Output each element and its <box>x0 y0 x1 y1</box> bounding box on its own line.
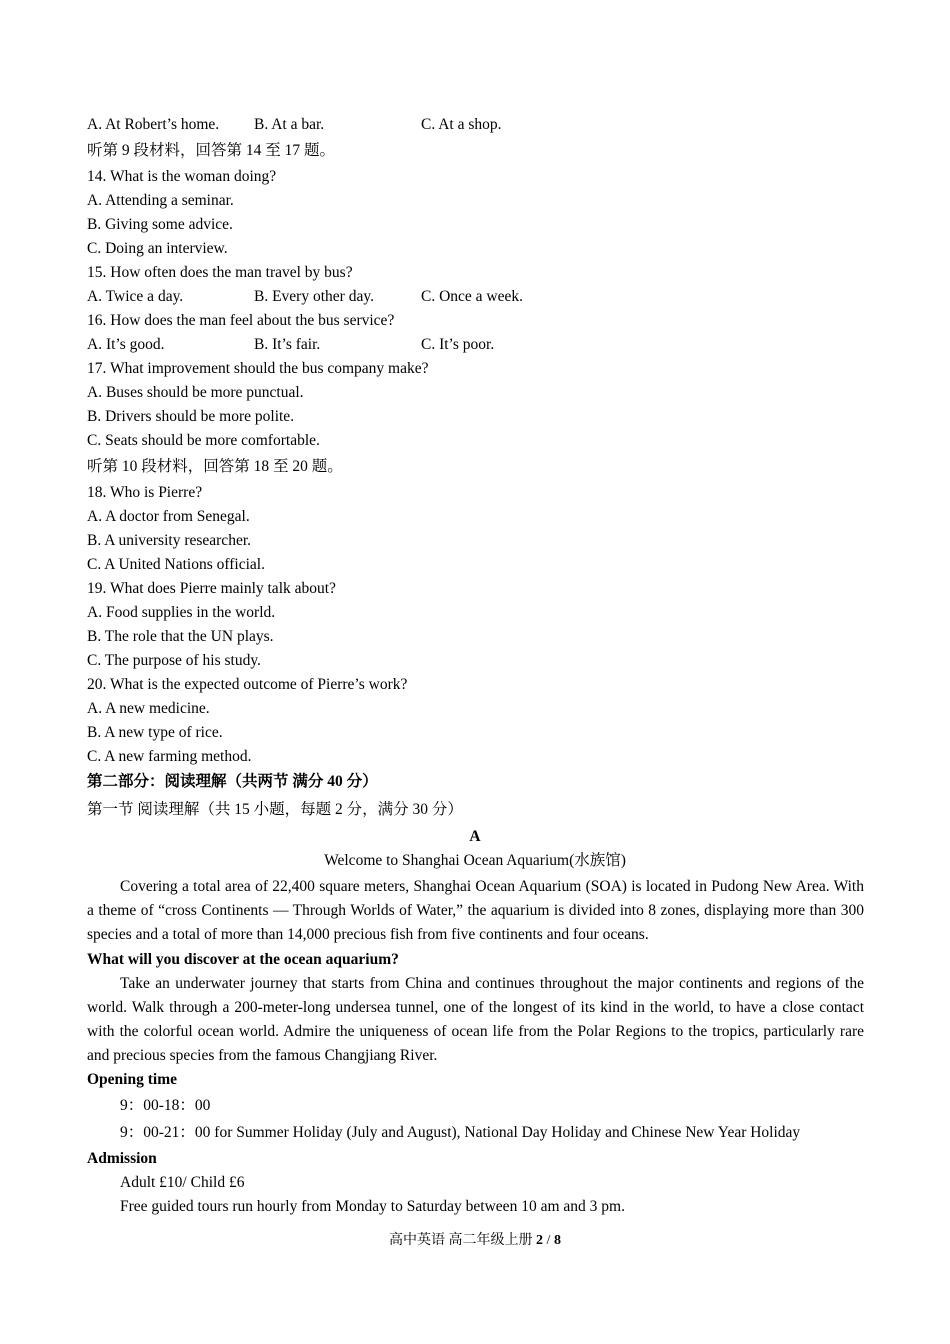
heading-discover: What will you discover at the ocean aquarium? <box>87 951 399 968</box>
footer-page-total: 8 <box>553 1233 561 1248</box>
part2-title: 第二部分：阅读理解（共两节 满分 40 分） <box>87 773 378 790</box>
q17-option-a: A. Buses should be more punctual. <box>87 384 304 401</box>
footer-label: 高中英语 高二年级上册 <box>389 1233 537 1248</box>
q19-option-c: C. The purpose of his study. <box>87 652 261 669</box>
passage-paragraph-1: Covering a total area of 22,400 square meters, Shanghai Ocean Aquarium (SOA) is located in Pudong New Area. With a theme of “cross Continents — Through Worlds of Water,” the aquarium is divided into 8 zones, displaying more than 300 species and a total of more than 14,000 precious fish from five continents and four oceans. <box>87 878 864 943</box>
q15-option-b: B. Every other day. <box>254 288 374 305</box>
q14-option-b: B. Giving some advice. <box>87 216 233 233</box>
q17-option-b: B. Drivers should be more polite. <box>87 408 295 425</box>
q13-option-a: A. At Robert’s home. <box>87 116 220 133</box>
q15-stem: 15. How often does the man travel by bus? <box>87 264 353 281</box>
page-footer <box>0 1229 950 1249</box>
q20-option-b: B. A new type of rice. <box>87 724 223 741</box>
q18-stem: 18. Who is Pierre? <box>87 484 203 501</box>
q19-stem: 19. What does Pierre mainly talk about? <box>87 580 336 597</box>
opening-time-regular: 9：00-18：00 <box>120 1097 211 1114</box>
q18-option-b: B. A university researcher. <box>87 532 251 549</box>
q16-stem: 16. How does the man feel about the bus service? <box>87 312 395 329</box>
q14-option-c: C. Doing an interview. <box>87 240 228 257</box>
q17-stem: 17. What improvement should the bus company make? <box>87 360 429 377</box>
q17-option-c: C. Seats should be more comfortable. <box>87 432 320 449</box>
q16-option-b: B. It’s fair. <box>254 336 321 353</box>
heading-opening-time: Opening time <box>87 1071 177 1088</box>
footer-separator: / <box>543 1233 554 1248</box>
passage-title: Welcome to Shanghai Ocean Aquarium(水族馆) <box>324 852 626 869</box>
q20-option-a: A. A new medicine. <box>87 700 210 717</box>
q15-option-c: C. Once a week. <box>421 288 523 305</box>
heading-admission: Admission <box>87 1150 157 1167</box>
q13-option-c: C. At a shop. <box>421 116 502 133</box>
section10-intro: 听第 10 段材料，回答第 18 至 20 题。 <box>87 458 343 475</box>
opening-time-holiday: 9：00-21：00 for Summer Holiday (July and August), National Day Holiday and Chinese New Year Holiday <box>120 1124 801 1141</box>
q18-option-a: A. A doctor from Senegal. <box>87 508 250 525</box>
q15-option-a: A. Twice a day. <box>87 288 184 305</box>
admission-prices: Adult £10/ Child £6 <box>120 1174 245 1191</box>
q16-option-a: A. It’s good. <box>87 336 165 353</box>
q18-option-c: C. A United Nations official. <box>87 556 265 573</box>
q14-option-a: A. Attending a seminar. <box>87 192 234 209</box>
section1-title: 第一节 阅读理解（共 15 小题，每题 2 分，满分 30 分） <box>87 801 463 818</box>
admission-guided-tours: Free guided tours run hourly from Monday to Saturday between 10 am and 3 pm. <box>120 1198 625 1215</box>
passage-letter: A <box>469 828 481 845</box>
q20-option-c: C. A new farming method. <box>87 748 252 765</box>
q16-option-c: C. It’s poor. <box>421 336 495 353</box>
q20-stem: 20. What is the expected outcome of Pierre’s work? <box>87 676 408 693</box>
section9-intro: 听第 9 段材料，回答第 14 至 17 题。 <box>87 142 336 159</box>
q14-stem: 14. What is the woman doing? <box>87 168 277 185</box>
q19-option-b: B. The role that the UN plays. <box>87 628 274 645</box>
q13-option-b: B. At a bar. <box>254 116 325 133</box>
q19-option-a: A. Food supplies in the world. <box>87 604 276 621</box>
passage-paragraph-2: Take an underwater journey that starts from China and continues throughout the major continents and regions of the world. Walk through a 200-meter-long undersea tunnel, one of the longest of its kind in the world, to have a close contact with the colorful ocean world. Admire the uniqueness of ocean life from the Polar Regions to the tropics, particularly rare and precious species from the famous Changjiang River. <box>87 975 864 1064</box>
footer-page-number: 2 <box>536 1233 544 1248</box>
